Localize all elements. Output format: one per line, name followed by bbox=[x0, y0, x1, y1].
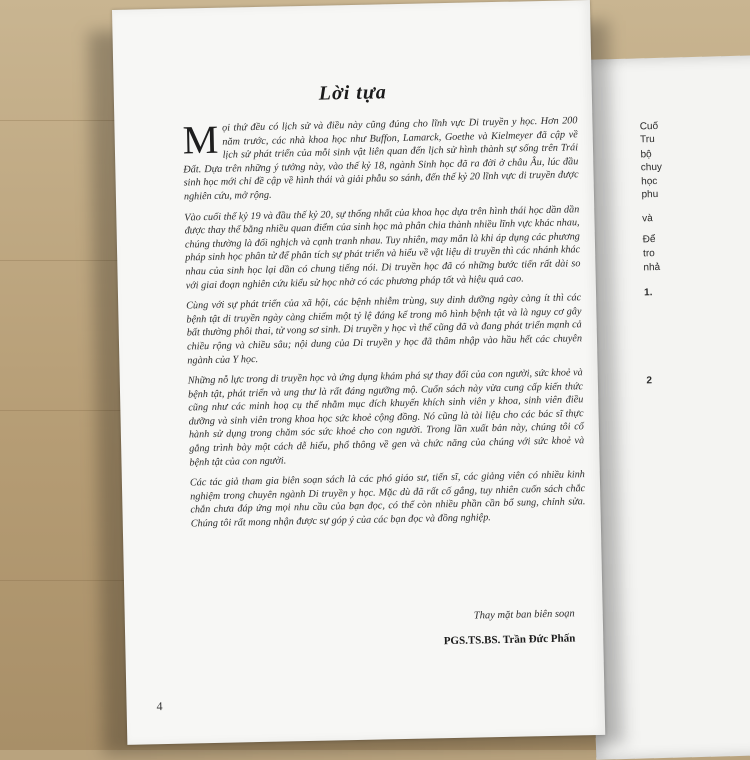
paragraph-3: Cùng với sự phát triển của xã hội, các bệnh nhiễm trùng, suy dinh dưỡng ngày càng ít thì các bệnh tật di truyền ngày càng chiếm một tỷ lệ đáng kể trong mô hình bệnh tật và là nguy cơ gây bất thường phôi thai, tử vong sơ sinh. Di truyền y học vì thế cũng đã và đang phát triển mạnh cả chiều rộng và chiều sâu; nội dung của Di truyền y học đã thâm nhập vào hầu hết các chuyên ngành của Y học. bbox=[186, 292, 583, 366]
facing-fragment: phu bbox=[641, 188, 659, 201]
facing-fragment: học bbox=[641, 175, 658, 188]
book-page bbox=[112, 0, 605, 745]
page-title: Lời tựa bbox=[318, 81, 388, 105]
paragraph-4: Những nỗ lực trong di truyền học và ứng dụng khám phá sự thay đổi của con người, sức khoẻ và bệnh tật, phát triển và ung thư là rất đáng ngưỡng mộ. Cuốn sách này vừa cung cấp kiến thức cũng như các minh hoạ cụ thể nhằm mục đích khuyến khích sinh viên y khoa, sinh viên điều dưỡng và sinh viên trong khoa học sức khoẻ cộng đồng. Nó cũng là tài liệu cho các bác sĩ thực hành sử dụng trong chăm sóc sức khoẻ cho con người. Trong lần xuất bản này, chúng tôi cố gắng trình bày một cách dễ hiểu, phổ thông về gen và chức năng của chúng với sức khoẻ và bệnh tật của con người. bbox=[187, 367, 585, 469]
signature-role: Thay mặt ban biên soạn bbox=[473, 608, 575, 622]
paragraph-5: Các tác giả tham gia biên soạn sách là các phó giáo sư, tiến sĩ, các giảng viên có nhiều kinh nghiệm trong chuyên ngành Di truyền y học. Mặc dù đã rất cố gắng, tuy nhiên cuốn sách chắc chắn chưa đáp ứng mọi nhu cầu của bạn đọc, có thể còn nhiều phần cần bổ sung, chỉnh sửa. Chúng tôi rất mong nhận được sự góp ý của các bạn đọc và đồng nghiệp. bbox=[189, 469, 586, 530]
facing-fragment: và bbox=[642, 213, 653, 225]
facing-fragment: bộ bbox=[640, 149, 652, 161]
paragraph-2: Vào cuối thế kỷ 19 và đầu thế kỷ 20, sự thống nhất của khoa học dựa trên hình thái học dần dần được thay thế bằng nhiều quan điểm của sinh học mà phân chia thành nhiều lĩnh vực khác nhau, chúng thường là đối nghịch và cạnh tranh nhau. Tuy nhiên, may mắn là khi áp dụng các phương pháp sinh học phân tử để phân tích sự phát triển và hiểu về vật liệu di truyền thì các nhánh khác nhau của sinh học lại dần có chung tiếng nói. Di truyền học đã có những bước tiến rất dài so với giai đoạn nghiên cứu kiểu sử học nhờ có các phương pháp tốt và hiệu quả cao. bbox=[184, 203, 581, 292]
paragraph-1-text: ọi thứ đều có lịch sử và điều này cũng đúng cho lĩnh vực Di truyền y học. Hơn 200 năm trước, các nhà khoa học như Buffon, Lamarck, Goethe và Kielmeyer đã cập về lịch sử phát triển của mỗi sinh vật liên quan đến lịch sử hình thành sự sống trên Trái Đất. Dựa trên những ý tưởng này, vào thế kỷ 18, ngành Sinh học đã ra đời ở châu Âu, lúc đầu sinh học mới chỉ đề cập về hình thái và giải phẫu so sánh, đến thế kỷ 20 lĩnh vực di truyền được nghiên cứu, mở rộng. bbox=[183, 115, 579, 203]
facing-fragment: chuy bbox=[640, 161, 663, 174]
facing-fragment: Tru bbox=[639, 134, 655, 146]
facing-fragment: 2 bbox=[646, 375, 653, 387]
page-number: 4 bbox=[156, 699, 163, 714]
facing-fragment: nhả bbox=[643, 261, 661, 274]
preface-body bbox=[182, 114, 586, 538]
facing-fragment: 1. bbox=[643, 287, 653, 299]
drop-cap: M bbox=[182, 116, 219, 163]
signature-name: PGS.TS.BS. Trần Đức Phấn bbox=[443, 632, 576, 648]
facing-fragment: tro bbox=[642, 248, 655, 260]
paragraph-1 bbox=[182, 114, 579, 204]
facing-fragment: Cuố bbox=[639, 120, 659, 133]
facing-fragment: Để bbox=[642, 234, 656, 246]
